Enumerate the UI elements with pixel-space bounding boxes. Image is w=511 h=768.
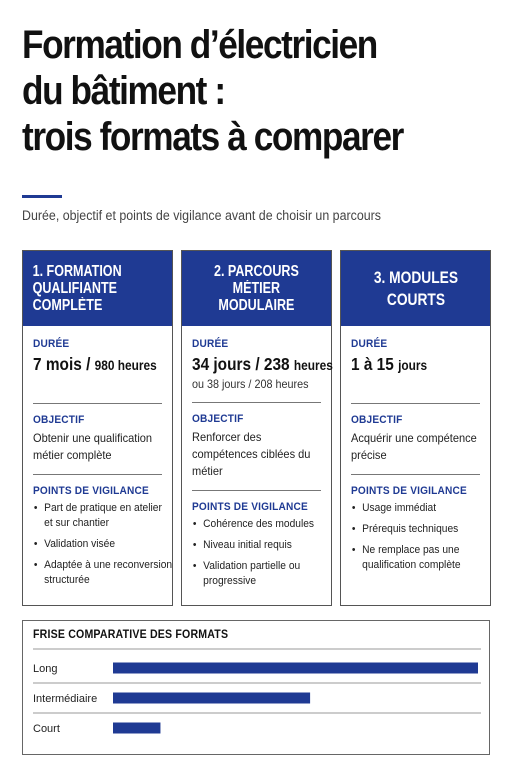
duration-detail: jours xyxy=(398,358,428,373)
vigilance-label: POINTS DE VIGILANCE xyxy=(192,501,308,513)
objective-text: Renforcer des compétences ciblées du métier xyxy=(192,430,311,478)
card-title-line: 3. MODULES xyxy=(373,267,458,287)
card-title-line: 1. FORMATION xyxy=(32,263,122,280)
bar-2 xyxy=(113,723,160,734)
card-title-line: COMPLÈTE xyxy=(32,297,103,314)
duration-alternative: ou 38 jours / 208 heures xyxy=(192,377,309,391)
duration-value xyxy=(351,354,465,375)
duration-main: 7 mois xyxy=(33,354,82,374)
vigilance-list xyxy=(192,517,321,589)
divider xyxy=(192,490,321,491)
divider xyxy=(33,474,162,475)
category-label: Long xyxy=(33,663,58,675)
chart-title: FRISE COMPARATIVE DES FORMATS xyxy=(33,629,229,641)
format-card-3 xyxy=(340,250,491,606)
duration-label: DURÉE xyxy=(351,338,388,350)
page-title xyxy=(22,22,436,160)
list-item: • Cohérence des modules xyxy=(192,517,332,532)
vigilance-label: POINTS DE VIGILANCE xyxy=(351,485,467,497)
bar-0 xyxy=(113,663,478,674)
divider xyxy=(351,474,480,475)
category-label: Court xyxy=(33,723,60,735)
title-line-1: Formation d’électricien xyxy=(22,23,377,67)
list-item: • Niveau initial requis xyxy=(192,538,332,553)
card-title-line: COURTS xyxy=(386,289,445,309)
list-item: • Adaptée à une reconversion structurée xyxy=(33,558,173,588)
format-card-1 xyxy=(22,250,173,606)
title-accent-rule xyxy=(22,195,62,198)
page-subtitle: Durée, objectif et points de vigilance avant de choisir un parcours xyxy=(22,208,382,223)
duration-label: DURÉE xyxy=(33,338,70,350)
format-card-2 xyxy=(181,250,332,606)
divider xyxy=(192,402,321,403)
comparison-chart xyxy=(22,620,490,755)
card-header xyxy=(182,251,331,326)
objective-text: Obtenir une qualification métier complète xyxy=(33,431,153,462)
card-title-line: MÉTIER xyxy=(232,280,281,297)
list-item: • Validation visée xyxy=(33,537,173,552)
duration-value xyxy=(33,354,157,375)
list-item: • Part de pratique en atelier et sur chantier xyxy=(33,501,173,531)
card-header xyxy=(341,251,490,326)
duration-detail: 980 heures xyxy=(94,358,157,373)
duration-label: DURÉE xyxy=(192,338,229,350)
card-title-line: QUALIFIANTE xyxy=(32,280,117,297)
card-title-line: 2. PARCOURS xyxy=(214,263,299,280)
duration-main: 1 à 15 xyxy=(351,354,394,374)
category-label: Intermédiaire xyxy=(33,693,98,705)
list-item: • Usage immédiat xyxy=(351,501,491,516)
list-item: • Validation partielle ou progressive xyxy=(192,559,332,589)
card-title-line: MODULAIRE xyxy=(218,297,295,314)
card-header xyxy=(23,251,172,326)
vigilance-list xyxy=(351,501,480,573)
objective-label: OBJECTIF xyxy=(33,414,85,426)
duration-value xyxy=(192,354,333,375)
objective-text: Acquérir une compétence précise xyxy=(351,431,477,462)
duration-detail: heures xyxy=(293,358,333,373)
divider xyxy=(351,403,480,404)
vigilance-label: POINTS DE VIGILANCE xyxy=(33,485,149,497)
chart-plot xyxy=(23,621,491,756)
bar-1 xyxy=(113,693,310,704)
objective-label: OBJECTIF xyxy=(192,413,244,425)
title-line-2: du bâtiment : xyxy=(22,69,225,113)
list-item: • Prérequis techniques xyxy=(351,522,491,537)
duration-main: 34 jours / 238 xyxy=(192,354,290,374)
duration-separator: / xyxy=(81,354,95,374)
objective-label: OBJECTIF xyxy=(351,414,403,426)
list-item: • Ne remplace pas une qualification complète xyxy=(351,543,491,573)
title-line-3: trois formats à comparer xyxy=(22,115,403,159)
divider xyxy=(33,403,162,404)
vigilance-list xyxy=(33,501,173,588)
